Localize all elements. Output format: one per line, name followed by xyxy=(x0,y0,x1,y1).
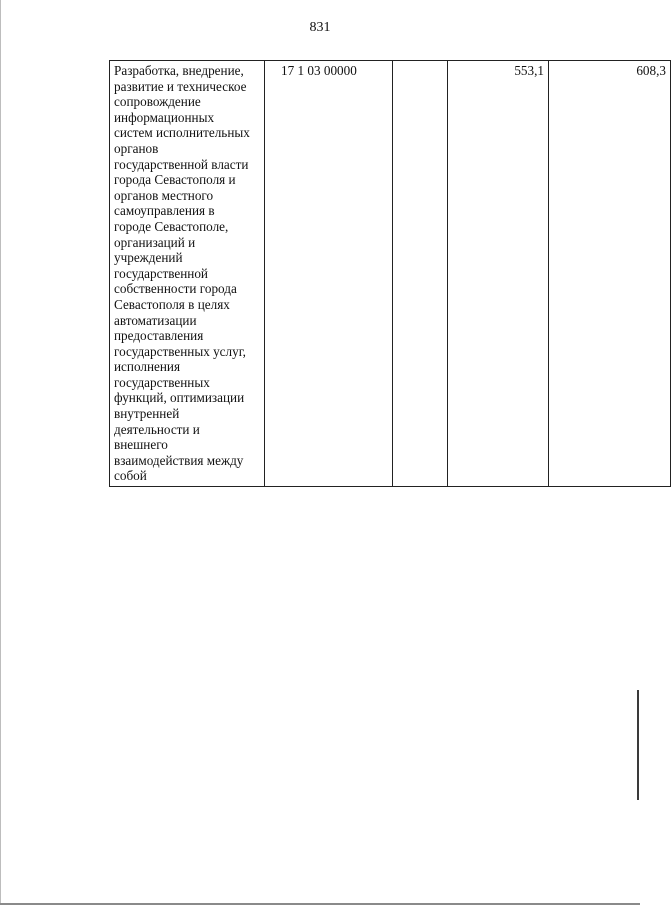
amount-year-1-cell: 553,1 xyxy=(448,61,549,487)
scan-edge-right xyxy=(637,690,639,800)
amount-year-2-cell: 608,3 xyxy=(549,61,671,487)
expense-type-cell xyxy=(393,61,448,487)
target-code-cell: 17 1 03 00000 xyxy=(265,61,393,487)
table-row xyxy=(110,61,671,487)
program-name: Разработка, внедрение, развитие и техническое сопровождение информационных систем исполнительных органов государственной власти города Севастополя и органов местного самоуправления в городе Севастополе, организаций и учреждений государственной собственности города Севастополя в целях автоматизации предоставления государственных услуг, исполнения государственных функций, оптимизации внутренней деятельности и внешнего взаимодействия между собой xyxy=(114,63,250,484)
budget-table xyxy=(109,60,671,487)
page-number: 831 xyxy=(309,20,331,35)
scan-edge-left xyxy=(0,0,1,905)
program-name-cell xyxy=(110,61,265,487)
